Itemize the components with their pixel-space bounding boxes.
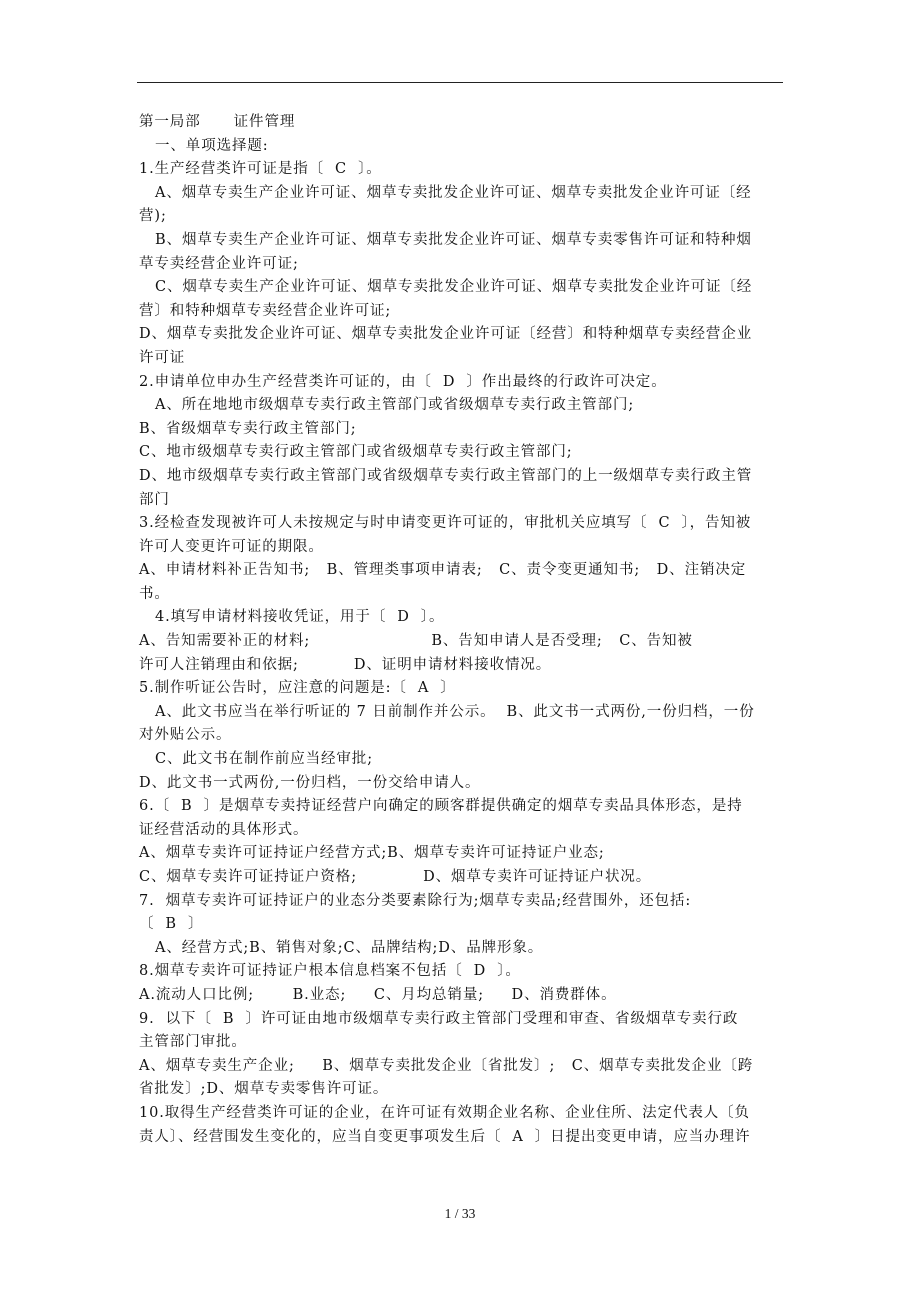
text-line: 营〕和特种烟草专卖经营企业许可证; (139, 302, 392, 319)
text-line: 2.申请单位申办生产经营类许可证的，由〔 D 〕作出最终的行政许可决定。 (139, 373, 667, 390)
text-line: 对外贴公示。 (139, 727, 232, 744)
text-line: 书。 (139, 585, 170, 602)
text-line: C、此文书在制作前应当经审批; (155, 751, 373, 768)
text-line: A、告知需要补正的材料; B、告知申请人是否受理; C、告知被 (139, 633, 693, 650)
text-line: 〔 B 〕 (139, 916, 204, 933)
text-line: 许可人变更许可证的期限。 (139, 538, 324, 555)
text-line: 10.取得生产经营类许可证的企业，在许可证有效期企业名称、企业住所、法定代表人〔负 (139, 1104, 750, 1121)
text-line: 省批发〕;D、烟草专卖零售许可证。 (139, 1081, 389, 1098)
text-line: 6.〔 B 〕是烟草专卖持证经营户向确定的顾客群提供确定的烟草专卖品具体形态，是持 (139, 798, 743, 815)
text-line: 许可人注销理由和依据; D、证明申请材料接收情况。 (139, 656, 552, 673)
text-line: 一、单项选择题: (155, 137, 269, 154)
text-line: D、烟草专卖批发企业许可证、烟草专卖批发企业许可证〔经营〕和特种烟草专卖经营企业 (139, 326, 753, 343)
text-line: A、经营方式;B、销售对象;C、品牌结构;D、品牌形象。 (155, 939, 544, 956)
text-line: D、此文书一式两份,一份归档，一份交给申请人。 (139, 774, 481, 791)
text-line: A、此文书应当在举行听证的 7 日前制作并公示。 B、此文书一式两份,一份归档，一份 (155, 703, 755, 720)
text-line: B、烟草专卖生产企业许可证、烟草专卖批发企业许可证、烟草专卖零售许可证和特种烟 (155, 231, 752, 248)
text-line: C、地市级烟草专卖行政主管部门或省级烟草专卖行政主管部门; (139, 444, 573, 461)
text-line: B、省级烟草专卖行政主管部门; (139, 420, 357, 437)
text-line: 8.烟草专卖许可证持证户根本信息档案不包括〔 D 〕。 (139, 963, 521, 980)
text-line: 4.填写申请材料接收凭证，用于〔 D 〕。 (155, 609, 445, 626)
page-number: 1 / 33 (444, 1206, 476, 1221)
document-body (139, 111, 783, 1149)
text-line: C、烟草专卖许可证持证户资格; D、烟草专卖许可证持证户状况。 (139, 869, 652, 885)
text-line: 主管部门审批。 (139, 1034, 247, 1051)
text-line: 部门 (139, 491, 170, 508)
text-line: 7. 烟草专卖许可证持证户的业态分类要素除行为;烟草专卖品;经营围外，还包括: (139, 892, 692, 909)
text-line: C、烟草专卖生产企业许可证、烟草专卖批发企业许可证、烟草专卖批发企业许可证〔经 (155, 279, 753, 296)
text-line: A、申请材料补正告知书; B、管理类事项申请表; C、责令变更通知书; D、注销决定 (139, 562, 747, 579)
text-line: 责人〕、经营围发生变化的，应当自变更事项发生后〔 A 〕日提出变更申请，应当办理许 (139, 1128, 751, 1145)
text-line: 草专卖经营企业许可证; (139, 255, 299, 272)
text-line: A、烟草专卖许可证持证户经营方式;B、烟草专卖许可证持证户业态; (139, 845, 605, 862)
text-line: 第一局部 证件管理 (139, 114, 296, 130)
text-line: A、烟草专卖生产企业; B、烟草专卖批发企业〔省批发〕; C、烟草专卖批发企业〔跨 (139, 1057, 754, 1074)
text-line: A、所在地地市级烟草专卖行政主管部门或省级烟草专卖行政主管部门; (155, 397, 635, 414)
text-line: 5.制作听证公告时，应注意的问题是:〔 A 〕 (139, 680, 456, 697)
header-rule (137, 82, 783, 83)
text-line: 9. 以下〔 B 〕许可证由地市级烟草专卖行政主管部门受理和审查、省级烟草专卖行政 (139, 1010, 739, 1027)
text-line: A、烟草专卖生产企业许可证、烟草专卖批发企业许可证、烟草专卖批发企业许可证〔经 (155, 184, 752, 201)
text-line: 营); (139, 208, 167, 225)
text-line: A.流动人口比例; B.业态; C、月均总销量; D、消费群体。 (139, 986, 617, 1003)
text-line: D、地市级烟草专卖行政主管部门或省级烟草专卖行政主管部门的上一级烟草专卖行政主管 (139, 467, 753, 484)
text-line: 1.生产经营类许可证是指〔 C 〕。 (139, 161, 382, 178)
text-line: 3.经检查发现被许可人未按规定与时申请变更许可证的，审批机关应填写〔 C 〕，告知被 (139, 515, 752, 532)
text-line: 证经营活动的具体形式。 (139, 821, 309, 838)
text-line: 许可证 (139, 349, 186, 366)
